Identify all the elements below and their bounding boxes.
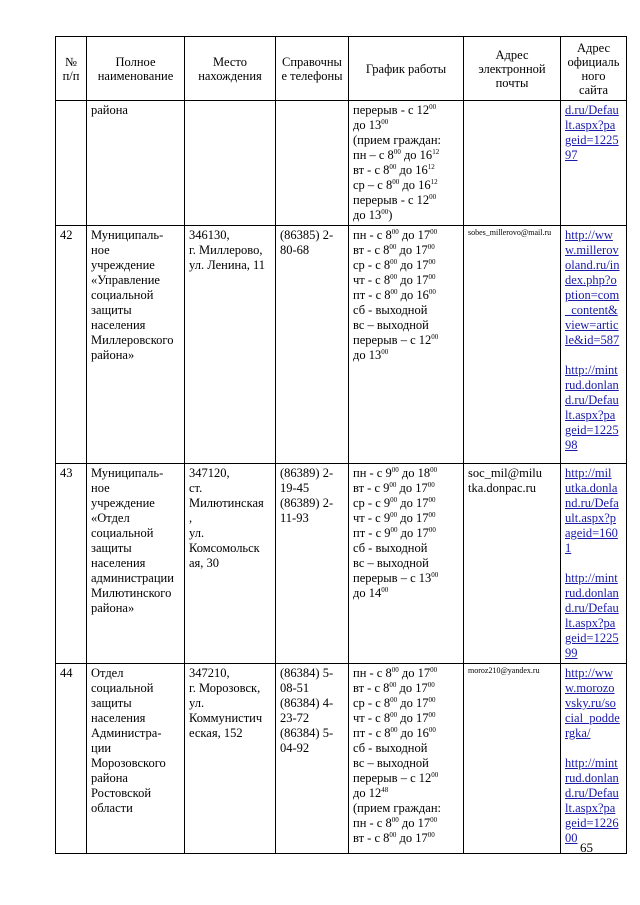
header-name <box>87 37 185 101</box>
cell-schedule <box>349 664 464 854</box>
phone-line: 11-93 <box>280 511 309 525</box>
site-link-line: ageid=160 <box>565 526 618 540</box>
site-link-line: http://mint <box>565 756 618 770</box>
name-line: защиты <box>91 303 132 317</box>
phone-line: 23-72 <box>280 711 310 725</box>
header-line: Адрес <box>576 40 611 55</box>
schedule-line: вт - с $8^{00}$ до $17^{00}$ <box>353 680 435 695</box>
cell-name <box>87 464 185 664</box>
site-link-line: ult.aspx?p <box>565 511 617 525</box>
cell-number <box>56 101 87 226</box>
header-email <box>464 37 561 101</box>
name-line: Муниципаль- <box>91 466 164 480</box>
header-line: Полное <box>115 54 156 69</box>
schedule-line: сб - выходной <box>353 741 428 755</box>
schedule-line: ср - с $9^{00}$ до $17^{00}$ <box>353 495 436 510</box>
name-line: ное <box>91 243 110 257</box>
cell-site <box>561 101 627 226</box>
schedule-line: вт - с $8^{00}$ до $17^{00}$ <box>353 830 435 845</box>
schedule-line: перерыв - с $12^{00}$ <box>353 102 437 117</box>
cell-place <box>185 664 276 854</box>
place-line: ул. Ленина, 11 <box>189 258 266 272</box>
site-link-line: rgka/ <box>565 726 591 740</box>
table-row <box>56 226 627 464</box>
site-link-line: geid=1225 <box>565 133 619 147</box>
header-line: нахождения <box>198 68 262 83</box>
site-link-line: d.ru/Defau <box>565 786 619 800</box>
schedule-line: вс – выходной <box>353 756 429 770</box>
schedule-line: вт - с $8^{00}$ до $17^{00}$ <box>353 242 435 257</box>
name-line: Администра- <box>91 726 162 740</box>
cell-phone <box>276 226 349 464</box>
schedule-line: вт - с $9^{00}$ до $17^{00}$ <box>353 480 435 495</box>
site-link-line: http://mint <box>565 363 618 377</box>
site-link-line: geid=1226 <box>565 816 619 830</box>
cell-email <box>464 226 561 464</box>
name-line: Отдел <box>91 666 124 680</box>
header-line: наименование <box>97 68 174 83</box>
site-link-line: http://mil <box>565 466 612 480</box>
site-link-line: utka.donla <box>565 481 618 495</box>
site-link-line: oland.ru/in <box>565 258 620 272</box>
header-line: График работы <box>365 61 447 76</box>
site-link-line: 99 <box>565 646 578 660</box>
schedule-line: пн - с $8^{00}$ до $17^{00}$ <box>353 815 438 830</box>
site-link-line: 00 <box>565 831 578 845</box>
schedule-line: пн - с $8^{00}$ до $17^{00}$ <box>353 665 438 680</box>
name-line: населения <box>91 318 146 332</box>
place-line: 347210, <box>189 666 230 680</box>
place-line: 347120, <box>189 466 230 480</box>
schedule-line: до $14^{00}$ <box>353 585 389 600</box>
name-line: Морозовского <box>91 756 166 770</box>
schedule-line: пт - с $9^{00}$ до $17^{00}$ <box>353 525 436 540</box>
name-line: учреждение <box>91 258 155 272</box>
name-line: защиты <box>91 541 132 555</box>
table-header-row <box>56 37 627 101</box>
schedule-line: вс – выходной <box>353 556 429 570</box>
site-link-line: dex.php?o <box>565 273 617 287</box>
link-gap <box>565 556 623 571</box>
header-site <box>561 37 627 101</box>
header-line: Место <box>213 54 247 69</box>
name-line: Муниципаль- <box>91 228 164 242</box>
header-line: е телефоны <box>281 68 343 83</box>
cell-place <box>185 464 276 664</box>
cell-number: 43 <box>56 464 87 664</box>
email-text[interactable]: soc_mil@milu tka.donpac.ru <box>468 466 543 495</box>
organizations-table <box>55 36 627 854</box>
table-row <box>56 664 627 854</box>
place-line: 346130, <box>189 228 230 242</box>
name-line: «Отдел <box>91 511 130 525</box>
site-link-line: lt.aspx?pa <box>565 118 616 132</box>
header-line: Адрес <box>495 47 529 62</box>
place-line: ая, 30 <box>189 556 220 570</box>
name-line: района <box>91 103 128 117</box>
header-line: ного <box>581 68 606 83</box>
site-link[interactable] <box>565 466 623 556</box>
schedule-line: вс – выходной <box>353 318 429 332</box>
header-line: № <box>65 54 77 69</box>
schedule-line: (прием граждан: <box>353 801 442 815</box>
cell-site <box>561 664 627 854</box>
schedule-line: до $13^{00}$ <box>353 347 389 362</box>
site-link-line: rud.donlan <box>565 378 619 392</box>
cell-schedule <box>349 101 464 226</box>
site-link-line: d.ru/Defau <box>565 393 619 407</box>
schedule-line: пн - с $9^{00}$ до $18^{00}$ <box>353 465 438 480</box>
name-line: ции <box>91 741 112 755</box>
cell-site <box>561 226 627 464</box>
header-line: почты <box>495 75 529 90</box>
name-line: учреждение <box>91 496 155 510</box>
site-link-line: nd.ru/Defa <box>565 496 619 510</box>
cell-place <box>185 101 276 226</box>
phone-line: (86384) 4- <box>280 696 334 710</box>
schedule-line: пт - с $8^{00}$ до $16^{00}$ <box>353 287 436 302</box>
schedule-line: до $13^{00}$) <box>353 207 393 222</box>
schedule-line: чт - с $8^{00}$ до $17^{00}$ <box>353 710 436 725</box>
table-row <box>56 101 627 226</box>
schedule-line: перерыв – с $12^{00}$ <box>353 332 439 347</box>
schedule-line: перерыв – с $13^{00}$ <box>353 570 439 585</box>
name-line: населения <box>91 711 146 725</box>
schedule-line: сб - выходной <box>353 541 428 555</box>
schedule-line: ср - с $8^{00}$ до $17^{00}$ <box>353 695 436 710</box>
name-line: Миллеровского <box>91 333 174 347</box>
schedule-line: (прием граждан: <box>353 133 442 147</box>
name-line: района» <box>91 348 135 362</box>
phone-line: 08-51 <box>280 681 310 695</box>
site-link-line: d.ru/Defau <box>565 103 619 117</box>
cell-email <box>464 101 561 226</box>
place-line: ул. <box>189 696 205 710</box>
page-number: 65 <box>580 840 593 855</box>
cell-phone <box>276 464 349 664</box>
schedule-line: вт - с $8^{00}$ до $16^{12}$ <box>353 162 435 177</box>
site-link-line: view=artic <box>565 318 619 332</box>
name-line: населения <box>91 556 146 570</box>
site-link[interactable] <box>565 571 623 661</box>
place-line: Коммунистич <box>189 711 263 725</box>
site-link[interactable] <box>565 363 623 453</box>
place-line: ул. <box>189 526 205 540</box>
table-row <box>56 464 627 664</box>
site-link-line: w.millerov <box>565 243 619 257</box>
cell-email <box>464 464 561 664</box>
cell-phone <box>276 101 349 226</box>
name-line: администрации <box>91 571 174 585</box>
site-link-line: vsky.ru/so <box>565 696 616 710</box>
site-link-line: lt.aspx?pa <box>565 616 616 630</box>
cell-schedule <box>349 226 464 464</box>
site-link[interactable] <box>565 103 623 163</box>
cell-place <box>185 226 276 464</box>
cell-number: 42 <box>56 226 87 464</box>
name-line: Милютинского <box>91 586 172 600</box>
schedule-line: сб - выходной <box>353 303 428 317</box>
site-link-line: le&id=587 <box>565 333 620 347</box>
email-text[interactable]: sobes_millerovo@mail.ru <box>468 228 552 237</box>
phone-line: (86384) 5- <box>280 666 334 680</box>
cell-schedule <box>349 464 464 664</box>
site-link-line: d.ru/Defau <box>565 601 619 615</box>
place-line: Милютинская <box>189 496 264 510</box>
link-gap <box>565 741 623 756</box>
phone-line: 19-45 <box>280 481 310 495</box>
schedule-line: чт - с $8^{00}$ до $17^{00}$ <box>353 272 436 287</box>
place-line: г. Миллерово, <box>189 243 263 257</box>
cell-site <box>561 464 627 664</box>
place-line: г. Морозовск, <box>189 681 261 695</box>
cell-name <box>87 664 185 854</box>
site-link-line: 1 <box>565 541 572 555</box>
name-line: социальной <box>91 288 154 302</box>
site-link-line: ption=com <box>565 288 620 302</box>
site-link-line: 97 <box>565 148 578 162</box>
link-gap <box>565 348 623 363</box>
site-link[interactable] <box>565 756 623 846</box>
place-line: , <box>189 511 193 525</box>
phone-line: (86385) 2- <box>280 228 334 242</box>
site-link-line: http://mint <box>565 571 618 585</box>
cell-number: 44 <box>56 664 87 854</box>
schedule-line: пн – с $8^{00}$ до $16^{12}$ <box>353 147 440 162</box>
site-link-line: cial_podde <box>565 711 620 725</box>
header-line: сайта <box>578 82 609 97</box>
name-line: области <box>91 801 133 815</box>
schedule-line: перерыв – с $12^{00}$ <box>353 770 439 785</box>
header-line: Справочны <box>282 54 342 69</box>
place-line: Комсомольск <box>189 541 260 555</box>
name-line: района <box>91 771 128 785</box>
schedule-line: пт - с $8^{00}$ до $16^{00}$ <box>353 725 436 740</box>
phone-line: 04-92 <box>280 741 310 755</box>
schedule-line: перерыв - с $12^{00}$ <box>353 192 437 207</box>
phone-line: (86389) 2- <box>280 496 334 510</box>
schedule-line: до $13^{00}$ <box>353 117 389 132</box>
name-line: Ростовской <box>91 786 152 800</box>
cell-email <box>464 664 561 854</box>
header-line: п/п <box>62 68 80 83</box>
name-line: защиты <box>91 696 132 710</box>
cell-phone <box>276 664 349 854</box>
site-link-line: lt.aspx?pa <box>565 801 616 815</box>
schedule-line: чт - с $9^{00}$ до $17^{00}$ <box>353 510 436 525</box>
place-line: еская, 152 <box>189 726 243 740</box>
schedule-line: пн - с $8^{00}$ до $17^{00}$ <box>353 227 438 242</box>
cell-name <box>87 226 185 464</box>
header-phone <box>276 37 349 101</box>
header-line: электронной <box>478 61 546 76</box>
place-line: ст. <box>189 481 203 495</box>
site-link[interactable] <box>565 228 623 348</box>
site-link-line: rud.donlan <box>565 586 619 600</box>
name-line: района» <box>91 601 135 615</box>
site-link-line: w.morozo <box>565 681 615 695</box>
name-line: ное <box>91 481 110 495</box>
site-link-line: http://ww <box>565 666 613 680</box>
site-link-line: rud.donlan <box>565 771 619 785</box>
name-line: социальной <box>91 681 154 695</box>
name-line: «Управление <box>91 273 160 287</box>
email-text[interactable]: moroz210@yandex.ru <box>468 666 540 675</box>
cell-name <box>87 101 185 226</box>
schedule-line: ср - с $8^{00}$ до $17^{00}$ <box>353 257 436 272</box>
schedule-line: ср – с $8^{00}$ до $16^{12}$ <box>353 177 438 192</box>
site-link-line: geid=1225 <box>565 631 619 645</box>
header-number <box>56 37 87 101</box>
site-link-line: 98 <box>565 438 578 452</box>
header-line: официаль <box>567 54 620 69</box>
name-line: социальной <box>91 526 154 540</box>
site-link[interactable] <box>565 666 623 741</box>
phone-line: 80-68 <box>280 243 310 257</box>
site-link-line: http://ww <box>565 228 613 242</box>
schedule-line: до $12^{48}$ <box>353 785 389 800</box>
site-link-line: lt.aspx?pa <box>565 408 616 422</box>
site-link-line: _content& <box>565 303 618 317</box>
phone-line: (86384) 5- <box>280 726 334 740</box>
site-link-line: geid=1225 <box>565 423 619 437</box>
header-place <box>185 37 276 101</box>
phone-line: (86389) 2- <box>280 466 334 480</box>
header-schedule <box>349 37 464 101</box>
